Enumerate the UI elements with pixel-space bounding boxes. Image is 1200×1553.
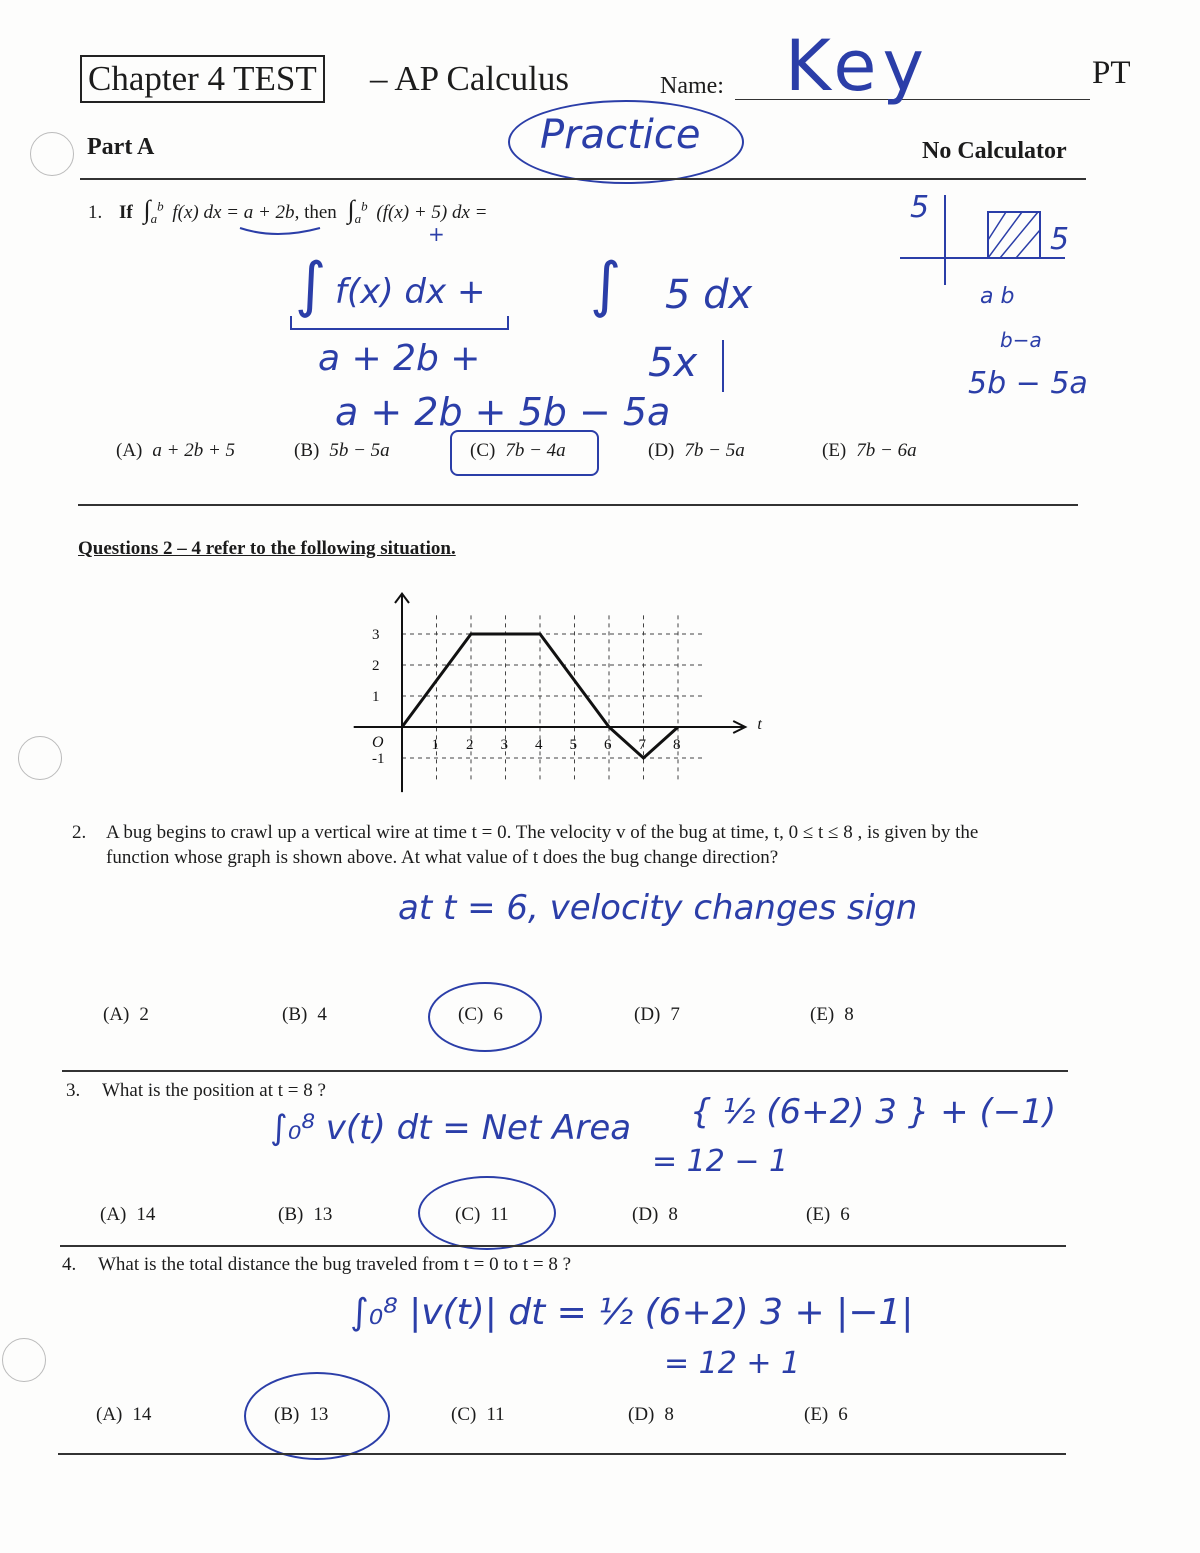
q3-choice-a[interactable] bbox=[100, 1204, 155, 1226]
choice-label: (B) bbox=[278, 1204, 304, 1225]
velocity-chart bbox=[340, 575, 780, 805]
choice-value: 6 bbox=[838, 1404, 848, 1425]
asked-expression: (f(x) + 5) dx = bbox=[376, 202, 488, 223]
y-tick-label: -1 bbox=[372, 751, 385, 767]
choice-value: 7b − 5a bbox=[684, 440, 745, 461]
q4-choice-a[interactable] bbox=[96, 1404, 151, 1426]
y-tick-label: 1 bbox=[372, 689, 380, 705]
choice-label: (B) bbox=[274, 1404, 300, 1425]
q4-choice-d[interactable] bbox=[628, 1404, 674, 1426]
q3-answer-circle bbox=[418, 1176, 556, 1250]
bound-upper-asked: b bbox=[361, 198, 368, 214]
q1-side-mid: 5 bbox=[1050, 222, 1070, 257]
choice-label: (A) bbox=[103, 1004, 130, 1025]
q3-work-line2: = 12 − 1 bbox=[652, 1144, 789, 1179]
choice-value: 7b − 4a bbox=[505, 440, 566, 461]
choice-value: 13 bbox=[309, 1404, 329, 1425]
q1-side-top: 5 bbox=[910, 190, 930, 225]
punch-hole-top bbox=[30, 132, 74, 176]
x-tick-label: 7 bbox=[638, 737, 646, 753]
q4-choice-e[interactable] bbox=[804, 1404, 848, 1426]
q1-answer-box bbox=[450, 430, 599, 476]
underline-annotation bbox=[236, 222, 326, 244]
q4-answer-circle bbox=[244, 1372, 390, 1460]
q1-side-width: b−a bbox=[1000, 328, 1042, 352]
choice-label: (A) bbox=[96, 1404, 123, 1425]
q1-choice-b[interactable] bbox=[294, 440, 390, 462]
choice-label: (B) bbox=[282, 1004, 308, 1025]
choice-label: (B) bbox=[294, 440, 320, 461]
q3-choice-e[interactable] bbox=[806, 1204, 850, 1226]
punch-hole-middle bbox=[18, 736, 62, 780]
situation-heading: Questions 2 – 4 refer to the following situation. bbox=[78, 538, 456, 559]
choice-value: 7 bbox=[670, 1004, 680, 1025]
q1-work-bracket bbox=[290, 316, 509, 330]
x-tick-label: 6 bbox=[604, 737, 612, 753]
q1-side-sketch bbox=[900, 190, 1070, 290]
choice-value: 14 bbox=[132, 1404, 152, 1425]
question-3-text: What is the position at t = 8 ? bbox=[102, 1080, 326, 1101]
name-label: Name: bbox=[660, 73, 724, 99]
choice-label: (D) bbox=[648, 440, 675, 461]
punch-hole-bottom bbox=[2, 1338, 46, 1382]
bound-lower-given: a bbox=[150, 210, 158, 226]
question-2-number: 2. bbox=[72, 822, 87, 843]
q4-choice-c[interactable] bbox=[451, 1404, 505, 1426]
practice-note: Practice bbox=[540, 112, 701, 158]
q1-hatch bbox=[988, 212, 1040, 258]
given-expression: f(x) dx = a + 2b bbox=[172, 202, 295, 223]
x-tick-label: 3 bbox=[500, 737, 508, 753]
choice-value: 8 bbox=[668, 1204, 678, 1225]
choice-label: (D) bbox=[632, 1204, 659, 1225]
q1-eval-bar bbox=[722, 340, 724, 392]
q2-answer-circle bbox=[428, 982, 542, 1052]
part-label: Part A bbox=[87, 134, 155, 160]
calculator-note: No Calculator bbox=[922, 138, 1067, 164]
q1-work-integral-1: ∫ bbox=[295, 250, 327, 320]
choice-label: (C) bbox=[455, 1204, 481, 1225]
rule-after-q1 bbox=[78, 504, 1078, 506]
choice-value: 11 bbox=[490, 1204, 509, 1225]
question-4-number: 4. bbox=[62, 1254, 77, 1275]
corner-mark: PT bbox=[1092, 55, 1131, 91]
choice-label: (A) bbox=[116, 440, 143, 461]
q3-work-line1: ∫₀⁸ v(t) dt = Net Area bbox=[270, 1108, 632, 1148]
integral-sign-given: ∫ bbox=[143, 195, 151, 224]
rule-after-q3 bbox=[60, 1245, 1066, 1247]
choice-label: (C) bbox=[470, 440, 496, 461]
choice-value: 7b − 6a bbox=[856, 440, 917, 461]
y-tick-label: 3 bbox=[372, 627, 380, 643]
choice-value: 6 bbox=[840, 1204, 850, 1225]
q1-side-result: 5b − 5a bbox=[968, 366, 1088, 401]
if-word: If bbox=[119, 202, 133, 223]
q2-choice-d[interactable] bbox=[634, 1004, 680, 1026]
then-word: , then bbox=[294, 202, 337, 223]
choice-value: 2 bbox=[139, 1004, 149, 1025]
choice-value: 6 bbox=[493, 1004, 503, 1025]
choice-value: 11 bbox=[486, 1404, 505, 1425]
q1-side-bounds: a b bbox=[980, 284, 1015, 309]
choice-label: (C) bbox=[458, 1004, 484, 1025]
q1-work-line1-a: f(x) dx + bbox=[335, 272, 486, 312]
header-rule bbox=[80, 178, 1086, 180]
q2-choice-a[interactable] bbox=[103, 1004, 149, 1026]
test-title: Chapter 4 TEST bbox=[80, 55, 325, 103]
q1-work-line2-a: a + 2b + bbox=[318, 338, 481, 379]
rule-after-q2 bbox=[62, 1070, 1068, 1072]
x-tick-label: 8 bbox=[673, 737, 681, 753]
choice-value: 14 bbox=[136, 1204, 156, 1225]
choice-label: (D) bbox=[634, 1004, 661, 1025]
choice-value: 8 bbox=[844, 1004, 854, 1025]
q1-work-line3: a + 2b + 5b − 5a bbox=[335, 390, 671, 434]
choice-label: (E) bbox=[806, 1204, 831, 1225]
q1-work-line2-b: 5x bbox=[648, 340, 698, 386]
bound-lower-asked: a bbox=[354, 210, 362, 226]
choice-label: (D) bbox=[628, 1404, 655, 1425]
q1-choice-a[interactable] bbox=[116, 440, 235, 462]
q4-work-line2: = 12 + 1 bbox=[664, 1346, 801, 1381]
q3-choice-b[interactable] bbox=[278, 1204, 332, 1226]
question-2-text: A bug begins to crawl up a vertical wire at time t = 0. The velocity v of the bug at time, t, 0 ≤ t ≤ 8 , is given by the function whose graph is shown above. At what value of t does the bug change direction? bbox=[106, 822, 979, 868]
choice-value: 4 bbox=[317, 1004, 327, 1025]
q2-choice-e[interactable] bbox=[810, 1004, 854, 1026]
q3-choice-d[interactable] bbox=[632, 1204, 678, 1226]
origin-label: O bbox=[372, 734, 384, 751]
rule-after-q4 bbox=[58, 1453, 1066, 1455]
x-tick-label: 1 bbox=[431, 737, 439, 753]
y-tick-label: 2 bbox=[372, 658, 380, 674]
q4-work-line1: ∫₀⁸ |v(t)| dt = ½ (6+2) 3 + |−1| bbox=[350, 1292, 914, 1333]
plus-mark-annotation: + bbox=[428, 222, 445, 246]
question-1-number: 1. bbox=[88, 202, 103, 223]
choice-label: (E) bbox=[822, 440, 847, 461]
header bbox=[80, 25, 1090, 107]
q3-work-line1b: { ½ (6+2) 3 } + (−1) bbox=[690, 1092, 1057, 1132]
choice-value: 5b − 5a bbox=[329, 440, 390, 461]
q2-work: at t = 6, velocity changes sign bbox=[398, 888, 918, 928]
q1-choice-d[interactable] bbox=[648, 440, 745, 462]
x-tick-label: 2 bbox=[466, 737, 474, 753]
name-value: Key bbox=[785, 25, 930, 107]
choice-value: a + 2b + 5 bbox=[152, 440, 236, 461]
course-subtitle: – AP Calculus bbox=[370, 59, 569, 98]
x-tick-label: 5 bbox=[569, 737, 577, 753]
choice-label: (A) bbox=[100, 1204, 127, 1225]
q1-choice-e[interactable] bbox=[822, 440, 917, 462]
integral-sign-asked: ∫ bbox=[347, 195, 355, 224]
choice-value: 8 bbox=[664, 1404, 674, 1425]
bound-upper-given: b bbox=[157, 198, 164, 214]
choice-label: (E) bbox=[810, 1004, 835, 1025]
question-3-number: 3. bbox=[66, 1080, 81, 1101]
q1-work-integral-2: ∫ bbox=[590, 250, 622, 320]
q2-choice-b[interactable] bbox=[282, 1004, 327, 1026]
choice-value: 13 bbox=[313, 1204, 333, 1225]
x-tick-label: 4 bbox=[535, 737, 543, 753]
q1-work-line1-b: 5 dx bbox=[665, 272, 753, 318]
choice-label: (C) bbox=[451, 1404, 477, 1425]
question-4-text: What is the total distance the bug traveled from t = 0 to t = 8 ? bbox=[98, 1254, 572, 1275]
x-axis-label: t bbox=[757, 716, 762, 733]
choice-label: (E) bbox=[804, 1404, 829, 1425]
